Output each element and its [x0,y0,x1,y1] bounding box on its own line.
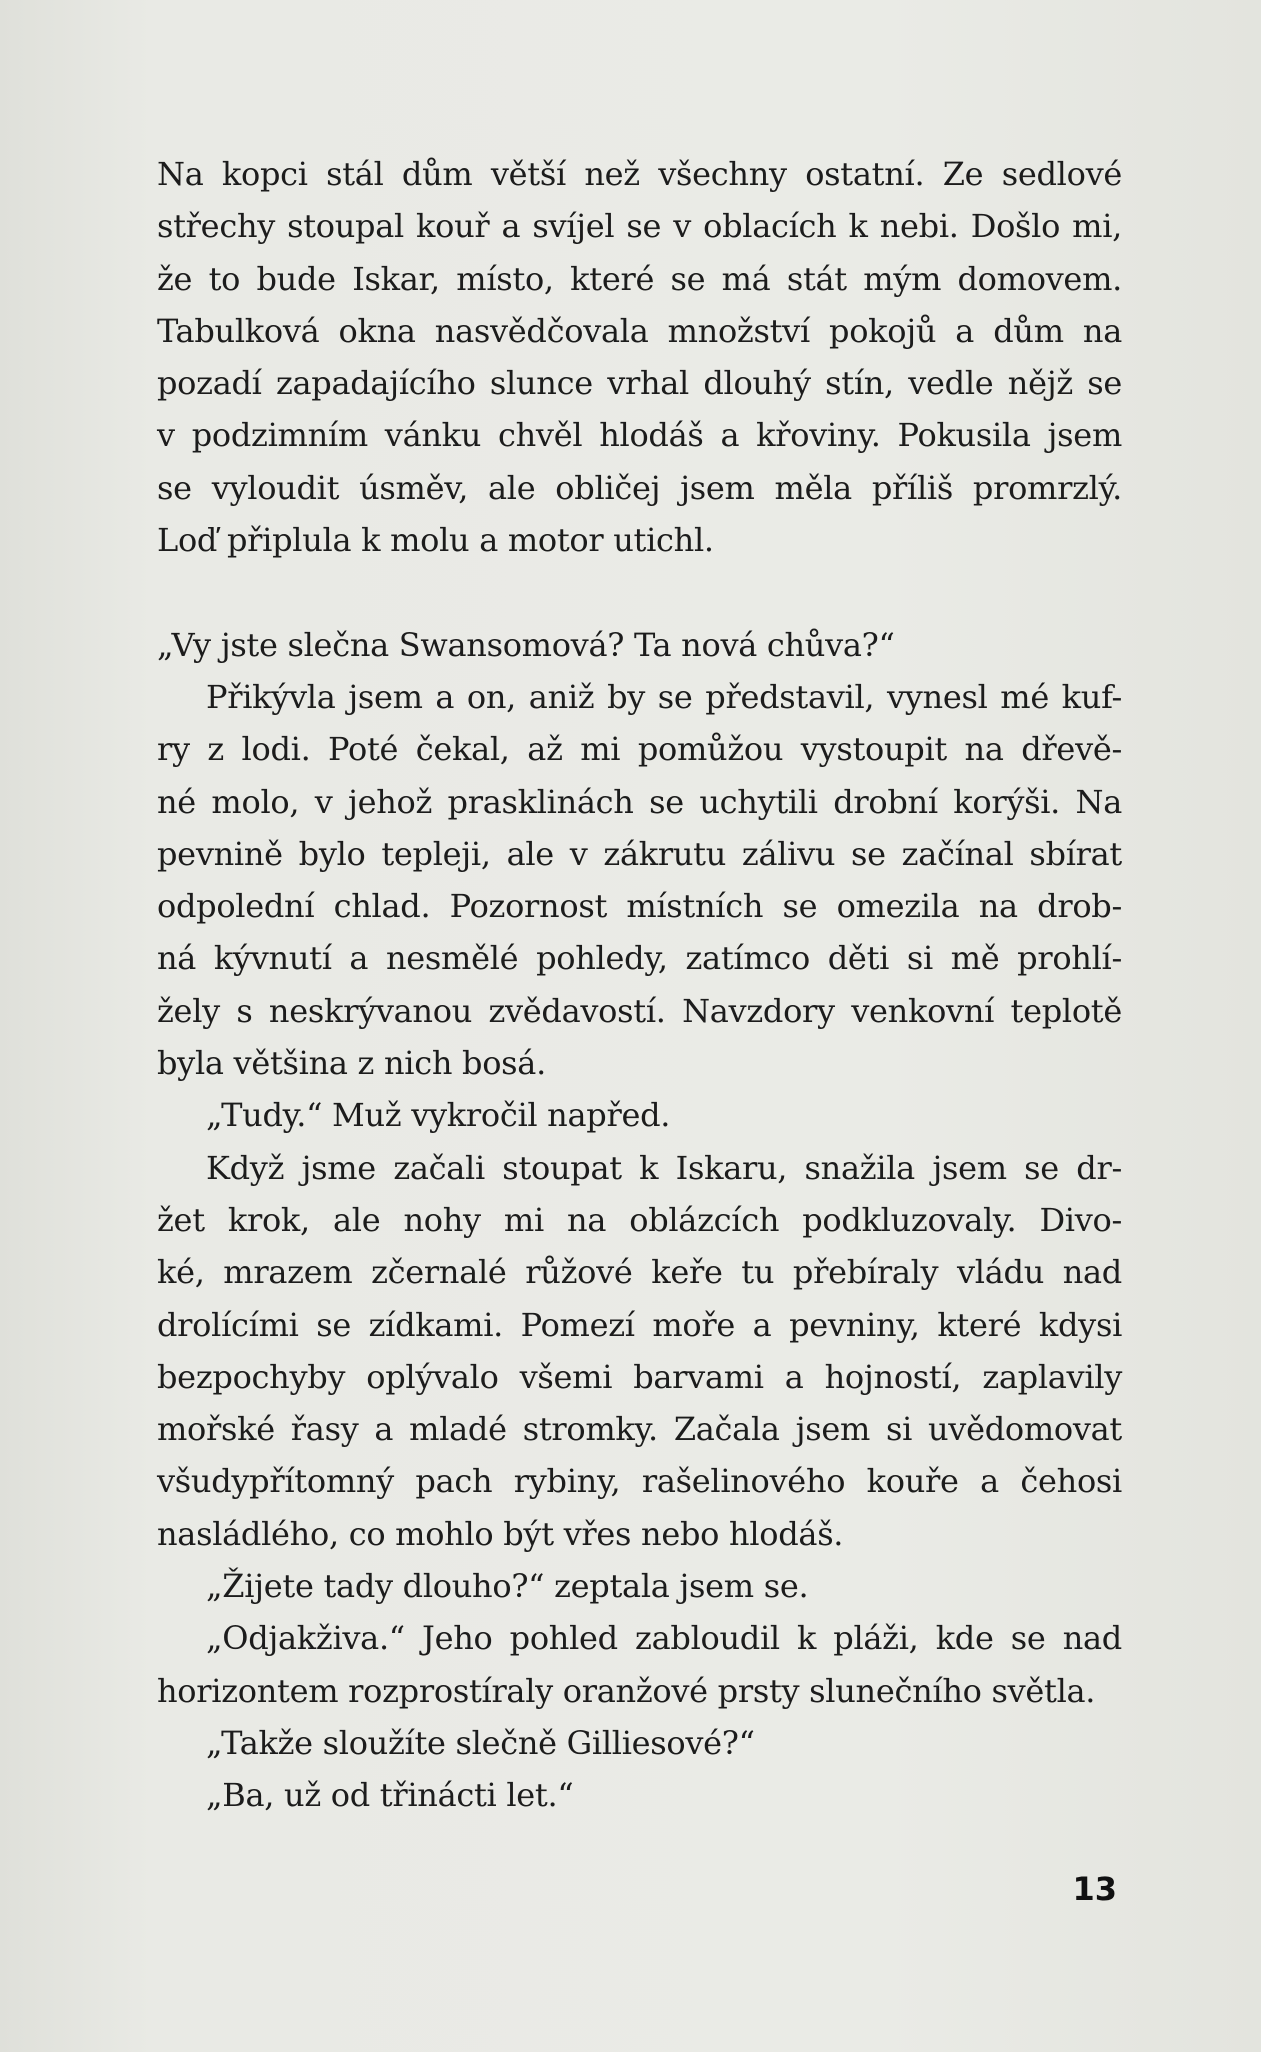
text-line: drolícími se zídkami. Pomezí moře a pevniny, které kdysi [157,1305,1122,1344]
page-number: 13 [1072,1870,1117,1908]
body-text [157,148,1122,1822]
text-line: žet krok, ale nohy mi na oblázcích podkluzovaly. Divo- [157,1200,1122,1239]
text-line: střechy stoupal kouř a svíjel se v oblacích k nebi. Došlo mi, [157,207,1122,246]
paragraph [157,671,1122,1089]
text-line: „Tudy.“ Muž vykročil napřed. [206,1096,671,1135]
paragraph [157,1717,1122,1769]
text-line: „Žijete tady dlouho?“ zeptala jsem se. [206,1567,809,1606]
text-line: žely s neskrývanou zvědavostí. Navzdory venkovní teplotě [157,991,1122,1030]
text-line: pevnině bylo tepleji, ale v zákrutu zálivu se začínal sbírat [157,834,1122,873]
text-line: „Takže sloužíte slečně Gilliesové?“ [206,1723,755,1762]
text-line: ná kývnutí a nesmělé pohledy, zatímco děti si mě prohlí- [157,939,1122,978]
paragraph-gap [157,566,1122,618]
text-line: odpolední chlad. Pozornost místních se omezila na drob- [157,887,1122,926]
text-line: Tabulková okna nasvědčovala množství pokojů a dům na [157,311,1122,350]
text-line: Přikývla jsem a on, aniž by se představil, vynesl mé kuf- [206,677,1122,716]
paragraph [157,1560,1122,1612]
text-line: né molo, v jehož prasklinách se uchytili drobní korýši. Na [157,782,1122,821]
text-line: byla většina z nich bosá. [157,1044,546,1083]
text-line: bezpochyby oplývalo všemi barvami a hojností, zaplavily [157,1357,1122,1396]
text-line: Když jsme začali stoupat k Iskaru, snažila jsem se dr- [206,1148,1122,1187]
paragraph [157,1142,1122,1560]
text-line: všudypřítomný pach rybiny, rašelinového kouře a čehosi [157,1462,1122,1501]
text-line: „Ba, už od třinácti let.“ [206,1776,574,1815]
text-line: v podzimním vánku chvěl hlodáš a křoviny. Pokusila jsem [157,416,1122,455]
text-line: Loď připlula k molu a motor utichl. [157,521,714,560]
text-line: ké, mrazem zčernalé růžové keře tu přebíraly vládu nad [157,1253,1122,1292]
text-line: mořské řasy a mladé stromky. Začala jsem si uvědomovat [157,1410,1122,1449]
text-line: nasládlého, co mohlo být vřes nebo hlodáš. [157,1514,844,1553]
text-line: Na kopci stál dům větší než všechny ostatní. Ze sedlové [157,155,1122,193]
paragraph [157,1612,1122,1717]
paragraph [157,148,1122,566]
text-line: ry z lodi. Poté čekal, až mi pomůžou vystoupit na dřevě- [157,730,1122,769]
text-line: „Vy jste slečna Swansomová? Ta nová chůva?“ [157,625,895,664]
text-line: že to bude Iskar, místo, které se má stát mým domovem. [157,259,1122,298]
text-line: „Odjakživa.“ Jeho pohled zabloudil k pláži, kde se nad [206,1619,1122,1658]
text-line: horizontem rozprostíraly oranžové prsty slunečního světla. [157,1671,1096,1710]
paragraph [157,1089,1122,1141]
text-line: se vyloudit úsměv, ale obličej jsem měla příliš promrzlý. [157,468,1122,507]
paragraph [157,619,1122,671]
text-line: pozadí zapadajícího slunce vrhal dlouhý stín, vedle nějž se [157,364,1122,403]
paragraph [157,1769,1122,1821]
